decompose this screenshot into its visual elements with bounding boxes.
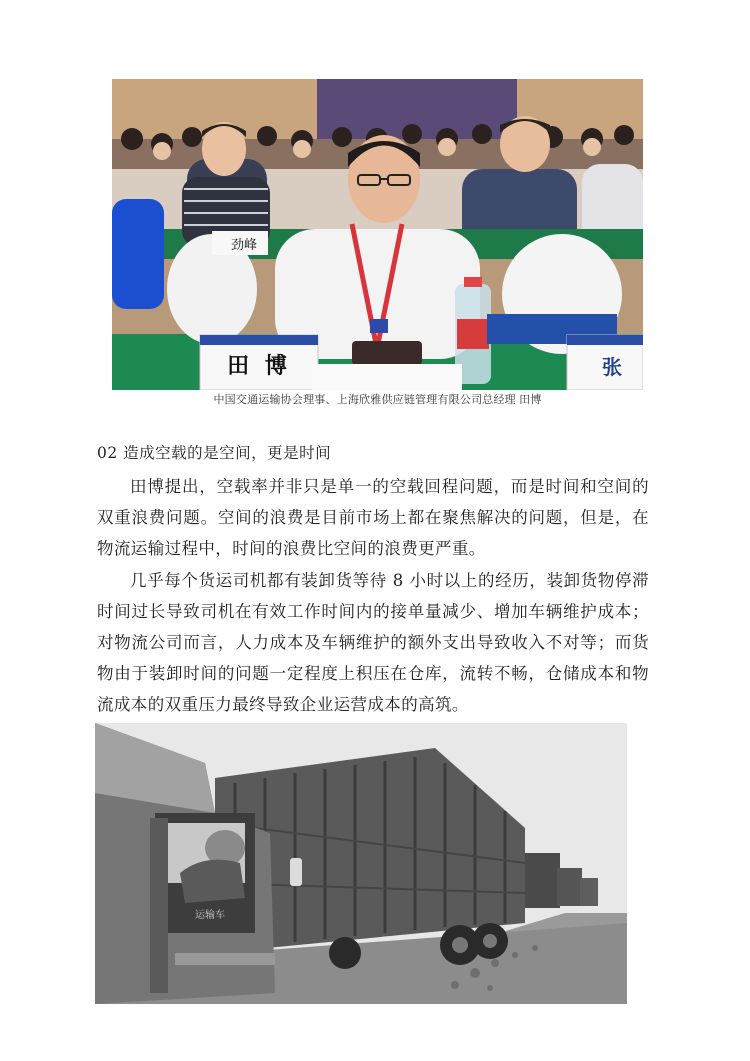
paragraph-1: 田博提出，空载率并非只是单一的空载回程问题，而是时间和空间的双重浪费问题。空间的浪费是目前市场上都在聚焦解决的问题，但是，在物流运输过程中，时间的浪费比空间的浪费更严重。 [97, 477, 649, 558]
nameplate-right-text: 张 [602, 355, 622, 379]
conference-photo [112, 79, 643, 390]
trucks-photo [95, 723, 627, 1004]
paragraph-2: 几乎每个货运司机都有装卸货等待 8 小时以上的经历，装卸货物停滞时间过长导致司机在有效工作时间内的接单量减少、增加车辆维护成本；对物流公司而言，人力成本及车辆维护的额外支出导致收入不对等；而货物由于装卸时间的问题一定程度上积压在仓库，流转不畅，仓储成本和物流成本的双重压力最终导致企业运营成本的高筑。 [97, 571, 649, 714]
photo-caption: 中国交通运输协会理事、上海欣雅供应链管理有限公司总经理 田博 [213, 394, 542, 406]
section-heading: 02 造成空载的是空间，更是时间 [97, 444, 332, 462]
truck-door-text: 运输车 [195, 910, 225, 921]
nameplate-front-text: 田 博 [227, 354, 291, 379]
nameplate-left-text: 劲峰 [230, 238, 257, 253]
